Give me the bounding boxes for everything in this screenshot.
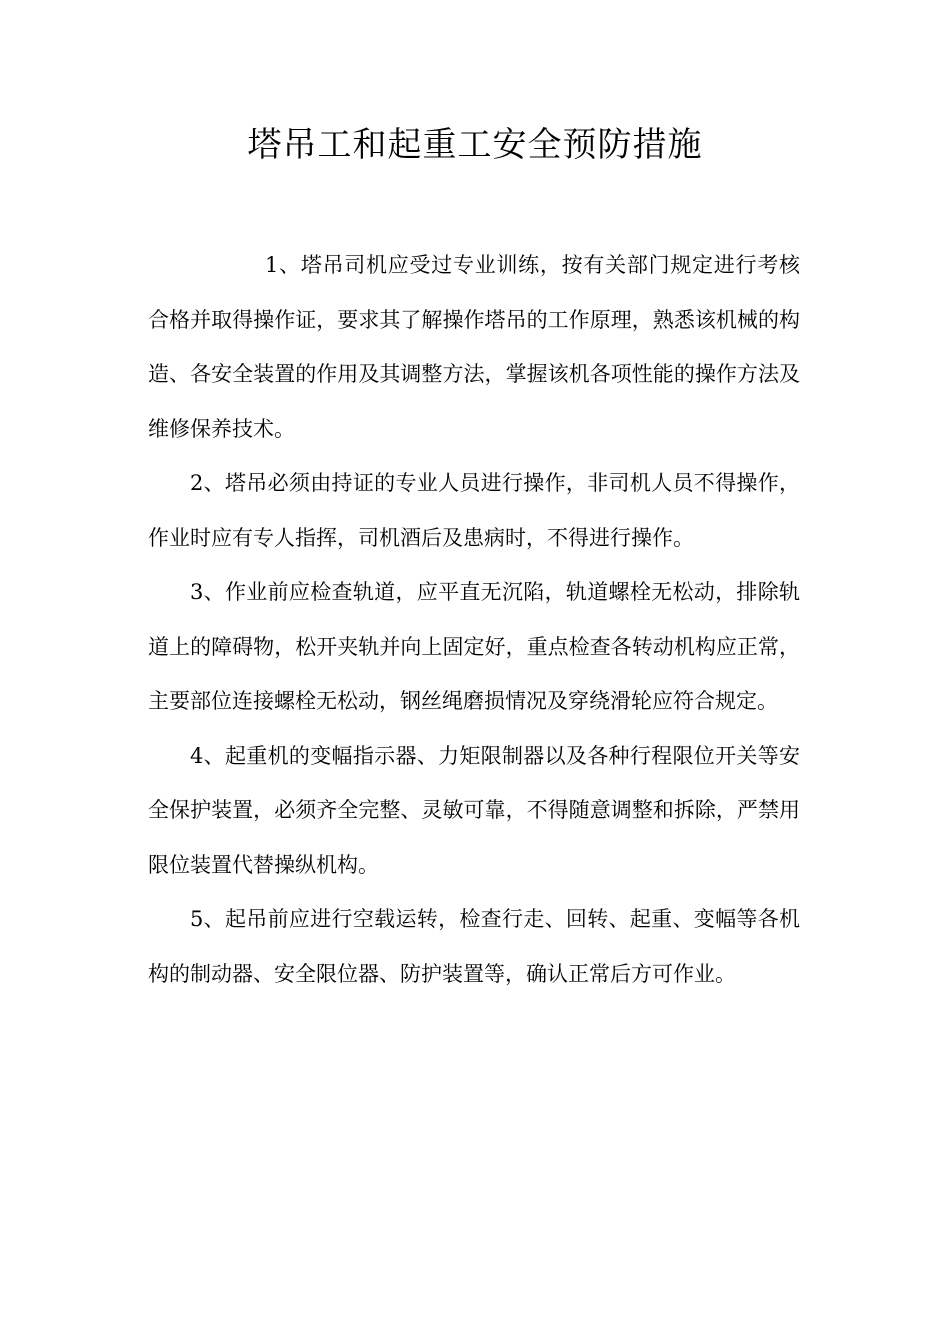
paragraph-5: 5、起吊前应进行空载运转，检查行走、回转、起重、变幅等各机构的制动器、安全限位器、防护装置等，确认正常后方可作业。 [148,907,800,986]
document-body [148,238,800,1001]
document-title: 塔吊工和起重工安全预防措施 [247,125,703,165]
paragraph-2: 2、塔吊必须由持证的专业人员进行操作，非司机人员不得操作，作业时应有专人指挥，司机酒后及患病时，不得进行操作。 [148,471,800,550]
paragraph-4: 4、起重机的变幅指示器、力矩限制器以及各种行程限位开关等安全保护装置，必须齐全完整、灵敏可靠，不得随意调整和拆除，严禁用限位装置代替操纵机构。 [148,743,800,877]
paragraph-3: 3、作业前应检查轨道，应平直无沉陷，轨道螺栓无松动，排除轨道上的障碍物，松开夹轨并向上固定好，重点检查各转动机构应正常，主要部位连接螺栓无松动，钢丝绳磨损情况及穿绕滑轮应符合规定。 [148,580,800,713]
paragraph-1: 1、塔吊司机应受过专业训练，按有关部门规定进行考核合格并取得操作证，要求其了解操作塔吊的工作原理，熟悉该机械的构造、各安全装置的作用及其调整方法，掌握该机各项性能的操作方法及维修保养技术。 [148,253,800,441]
